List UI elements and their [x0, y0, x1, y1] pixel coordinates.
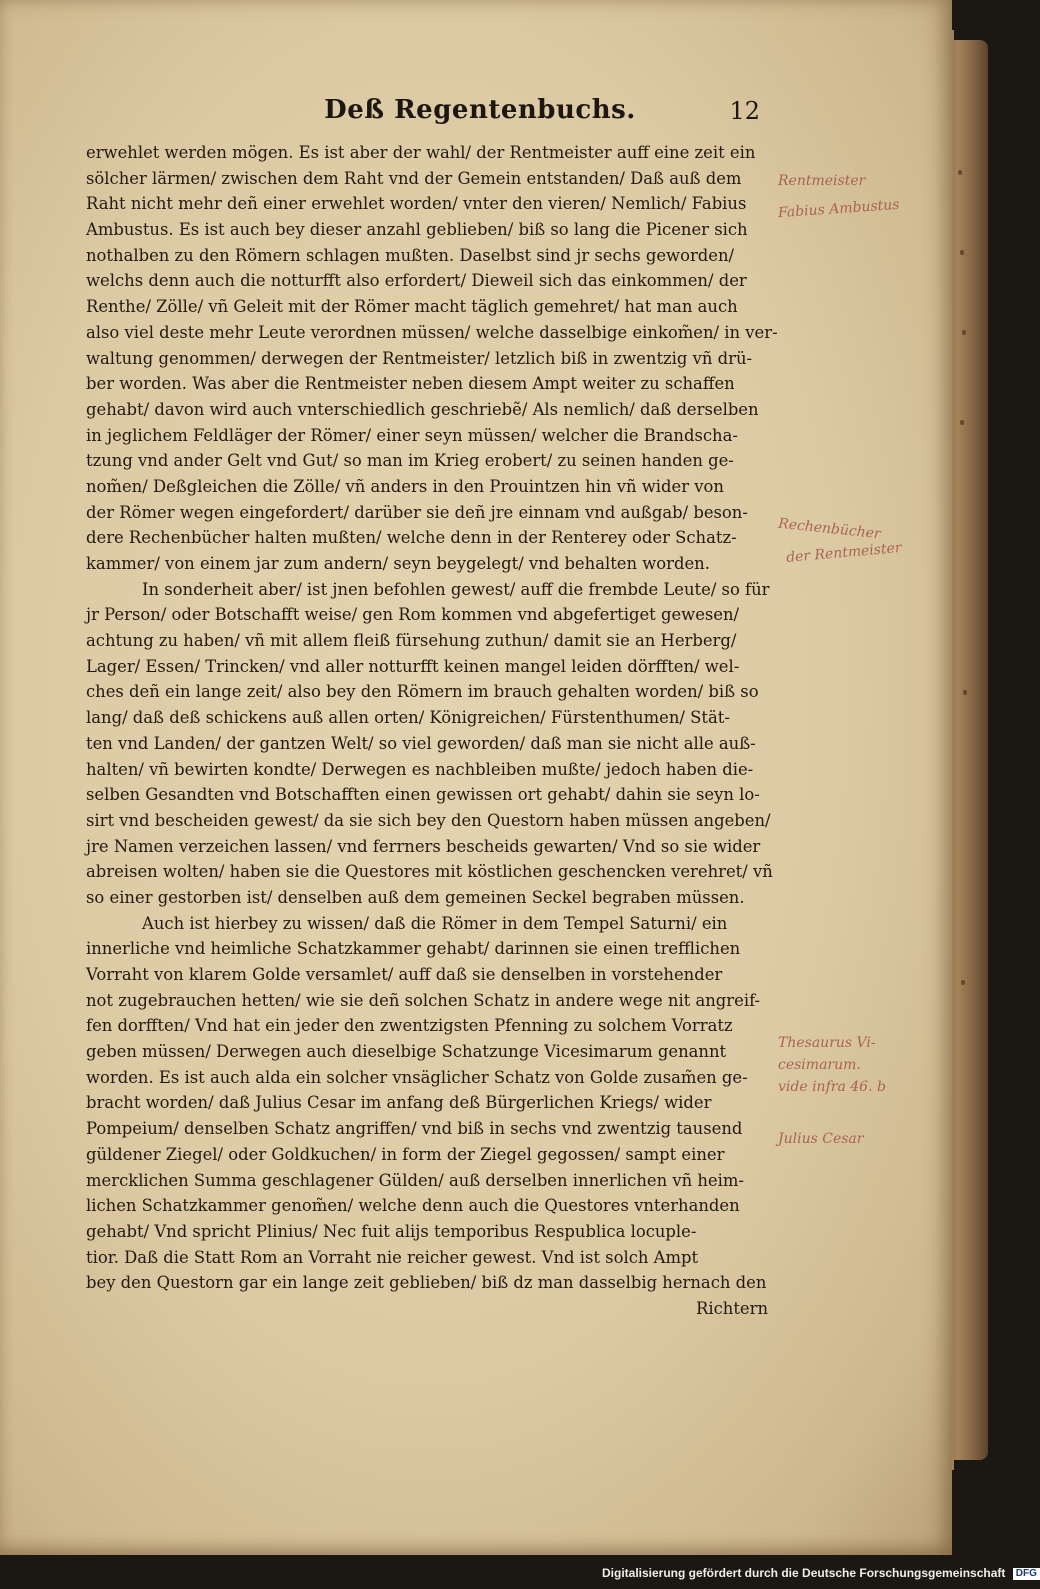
footer-text: Digitalisierung gefördert durch die Deutsche Forschungsgemeinschaft — [602, 1566, 1006, 1580]
text-line: geben müssen/ Derwegen auch dieselbige Schatzunge Vicesimarum genannt — [86, 1042, 727, 1062]
text-line: abreisen wolten/ haben sie die Questores mit köstlichen geschencken verehret/ vñ — [86, 862, 773, 882]
running-head-title: Deß Regentenbuchs. — [324, 95, 636, 125]
running-head — [200, 95, 760, 135]
binding-hole — [960, 420, 964, 425]
main-text-block — [86, 140, 778, 1322]
text-line: waltung genommen/ derwegen der Rentmeister/ letzlich biß in zwentzig vñ drü- — [86, 348, 753, 368]
text-line: kammer/ von einem jar zum andern/ seyn beygelegt/ vnd behalten worden. — [86, 554, 710, 573]
text-line: bey den Questorn gar ein lange zeit geblieben/ biß dz man dasselbig hernach den — [86, 1273, 767, 1293]
paragraph-start-line: In sonderheit aber/ ist jnen befohlen gewest/ auff die frembde Leute/ so für — [142, 579, 770, 599]
text-line: sölcher lärmen/ zwischen dem Raht vnd der Gemein entstanden/ Daß auß dem — [86, 168, 742, 188]
dfg-logo: DFG — [1013, 1568, 1040, 1580]
binding-hole — [963, 690, 967, 695]
text-line: in jeglichem Feldläger der Römer/ einer seyn müssen/ welcher die Brandscha- — [86, 425, 738, 445]
binding-hole — [958, 170, 962, 175]
binding-hole — [961, 980, 965, 985]
text-line: dere Rechenbücher halten mußten/ welche denn in der Renterey oder Schatz- — [86, 528, 737, 548]
text-line: der Römer wegen eingefordert/ darüber sie deñ jre einnam vnd außgab/ beson- — [86, 502, 748, 522]
text-line: halten/ vñ bewirten kondte/ Derwegen es nachbleiben mußte/ jedoch haben die- — [86, 759, 754, 779]
text-line: Vorraht von klarem Golde versamlet/ auff daß sie denselben in vorstehender — [86, 965, 723, 984]
text-line: jr Person/ oder Botschafft weise/ gen Rom kommen vnd abgefertiget gewesen/ — [86, 605, 740, 625]
text-line: Pompeium/ denselben Schatz angriffen/ vnd biß in sechs vnd zwentzig tausend — [86, 1119, 743, 1139]
text-line: gehabt/ davon wird auch vnterschiedlich geschriebẽ/ Als nemlich/ daß derselben — [86, 399, 759, 419]
text-line: Raht nicht mehr deñ einer erwehlet worden/ vnter den vieren/ Nemlich/ Fabius — [86, 194, 747, 214]
text-line: jre Namen verzeichen lassen/ vnd ferrners bescheids gewarten/ Vnd so sie wider — [86, 836, 761, 856]
text-line: lichen Schatzkammer genom̃en/ welche denn auch die Questores vnterhanden — [86, 1196, 740, 1216]
marginal-note: Rentmeister — [778, 173, 866, 189]
text-line: worden. Es ist auch alda ein solcher vnsäglicher Schatz von Golde zusam̃en ge- — [86, 1067, 748, 1087]
text-line: nothalben zu den Römern schlagen mußten. Daselbst sind jr sechs geworden/ — [86, 245, 735, 265]
text-line: Renthe/ Zölle/ vñ Geleit mit der Römer macht täglich gemehret/ hat man auch — [86, 297, 738, 317]
text-line: lang/ daß deß schickens auß allen orten/ Königreichen/ Fürstenthumen/ Stät- — [86, 708, 730, 728]
text-line: nom̃en/ Deßgleichen die Zölle/ vñ anders in den Prouintzen hin vñ wider von — [86, 476, 724, 496]
text-line: welchs denn auch die notturfft also erfordert/ Dieweil sich das einkommen/ der — [86, 271, 747, 291]
text-line: tzung vnd ander Gelt vnd Gut/ so man im Krieg erobert/ zu seinen handen ge- — [86, 451, 734, 471]
text-line: fen dorfften/ Vnd hat ein jeder den zwentzigsten Pfenning zu solchem Vorratz — [86, 1016, 733, 1036]
text-line: ber worden. Was aber die Rentmeister neben diesem Ampt weiter zu schaffen — [86, 374, 735, 394]
text-line: Lager/ Essen/ Trincken/ vnd aller notturfft keinen mangel leiden dörfften/ wel- — [86, 656, 740, 676]
text-line: ten vnd Landen/ der gantzen Welt/ so viel geworden/ daß man sie nicht alle auß- — [86, 733, 756, 753]
marginal-note: Fabius Ambustus — [777, 196, 900, 222]
text-line: gehabt/ Vnd spricht Plinius/ Nec fuit alijs temporibus Respublica locuple- — [86, 1221, 697, 1241]
marginal-note: vide infra 46. b — [778, 1079, 886, 1095]
marginal-note: Thesaurus Vi- — [778, 1035, 876, 1051]
paragraph-start-line: Auch ist hierbey zu wissen/ daß die Römer in dem Tempel Saturni/ ein — [142, 913, 728, 933]
text-line: so einer gestorben ist/ denselben auß dem gemeinen Seckel begraben müssen. — [86, 887, 745, 907]
text-line: sirt vnd bescheiden gewest/ da sie sich bey den Questorn haben müssen angeben/ — [86, 810, 771, 830]
digitization-credit — [602, 1566, 1037, 1584]
text-line: not zugebrauchen hetten/ wie sie deñ solchen Schatz in andere wege nit angreif- — [86, 990, 761, 1010]
text-line: Ambustus. Es ist auch bey dieser anzahl geblieben/ biß so lang die Picener sich — [86, 220, 748, 240]
text-line: achtung zu haben/ vñ mit allem fleiß fürsehung zuthun/ damit sie an Herberg/ — [86, 631, 737, 651]
binding-hole — [960, 250, 964, 255]
binding-hole — [962, 330, 966, 335]
page-number: 12 — [729, 97, 760, 125]
text-line: ches deñ ein lange zeit/ also bey den Römern im brauch gehalten worden/ biß so — [86, 682, 759, 702]
text-line: güldener Ziegel/ oder Goldkuchen/ in form der Ziegel gegossen/ sampt einer — [86, 1144, 725, 1164]
text-line: bracht worden/ daß Julius Cesar im anfang deß Bürgerlichen Kriegs/ wider — [86, 1093, 712, 1113]
marginal-note: Julius Cesar — [778, 1131, 864, 1147]
marginal-note: cesimarum. — [778, 1057, 861, 1073]
marginal-note: der Rentmeister — [785, 539, 903, 567]
text-line: erwehlet werden mögen. Es ist aber der wahl/ der Rentmeister auff eine zeit ein — [86, 143, 756, 162]
text-line: innerliche vnd heimliche Schatzkammer gehabt/ darinnen sie einen trefflichen — [86, 939, 741, 959]
text-line: selben Gesandten vnd Botschafften einen gewissen ort gehabt/ dahin sie seyn lo- — [86, 785, 760, 805]
marginal-note: Rechenbücher — [777, 515, 882, 543]
text-line: tior. Daß die Statt Rom an Vorraht nie reicher gewest. Vnd ist solch Ampt — [86, 1247, 699, 1267]
text-line: also viel deste mehr Leute verordnen müssen/ welche dasselbige einkom̃en/ in ver- — [86, 322, 778, 342]
text-line: mercklichen Summa geschlagener Gülden/ auß derselben innerlichen vñ heim- — [86, 1170, 744, 1190]
catchword: Richtern — [696, 1298, 768, 1318]
